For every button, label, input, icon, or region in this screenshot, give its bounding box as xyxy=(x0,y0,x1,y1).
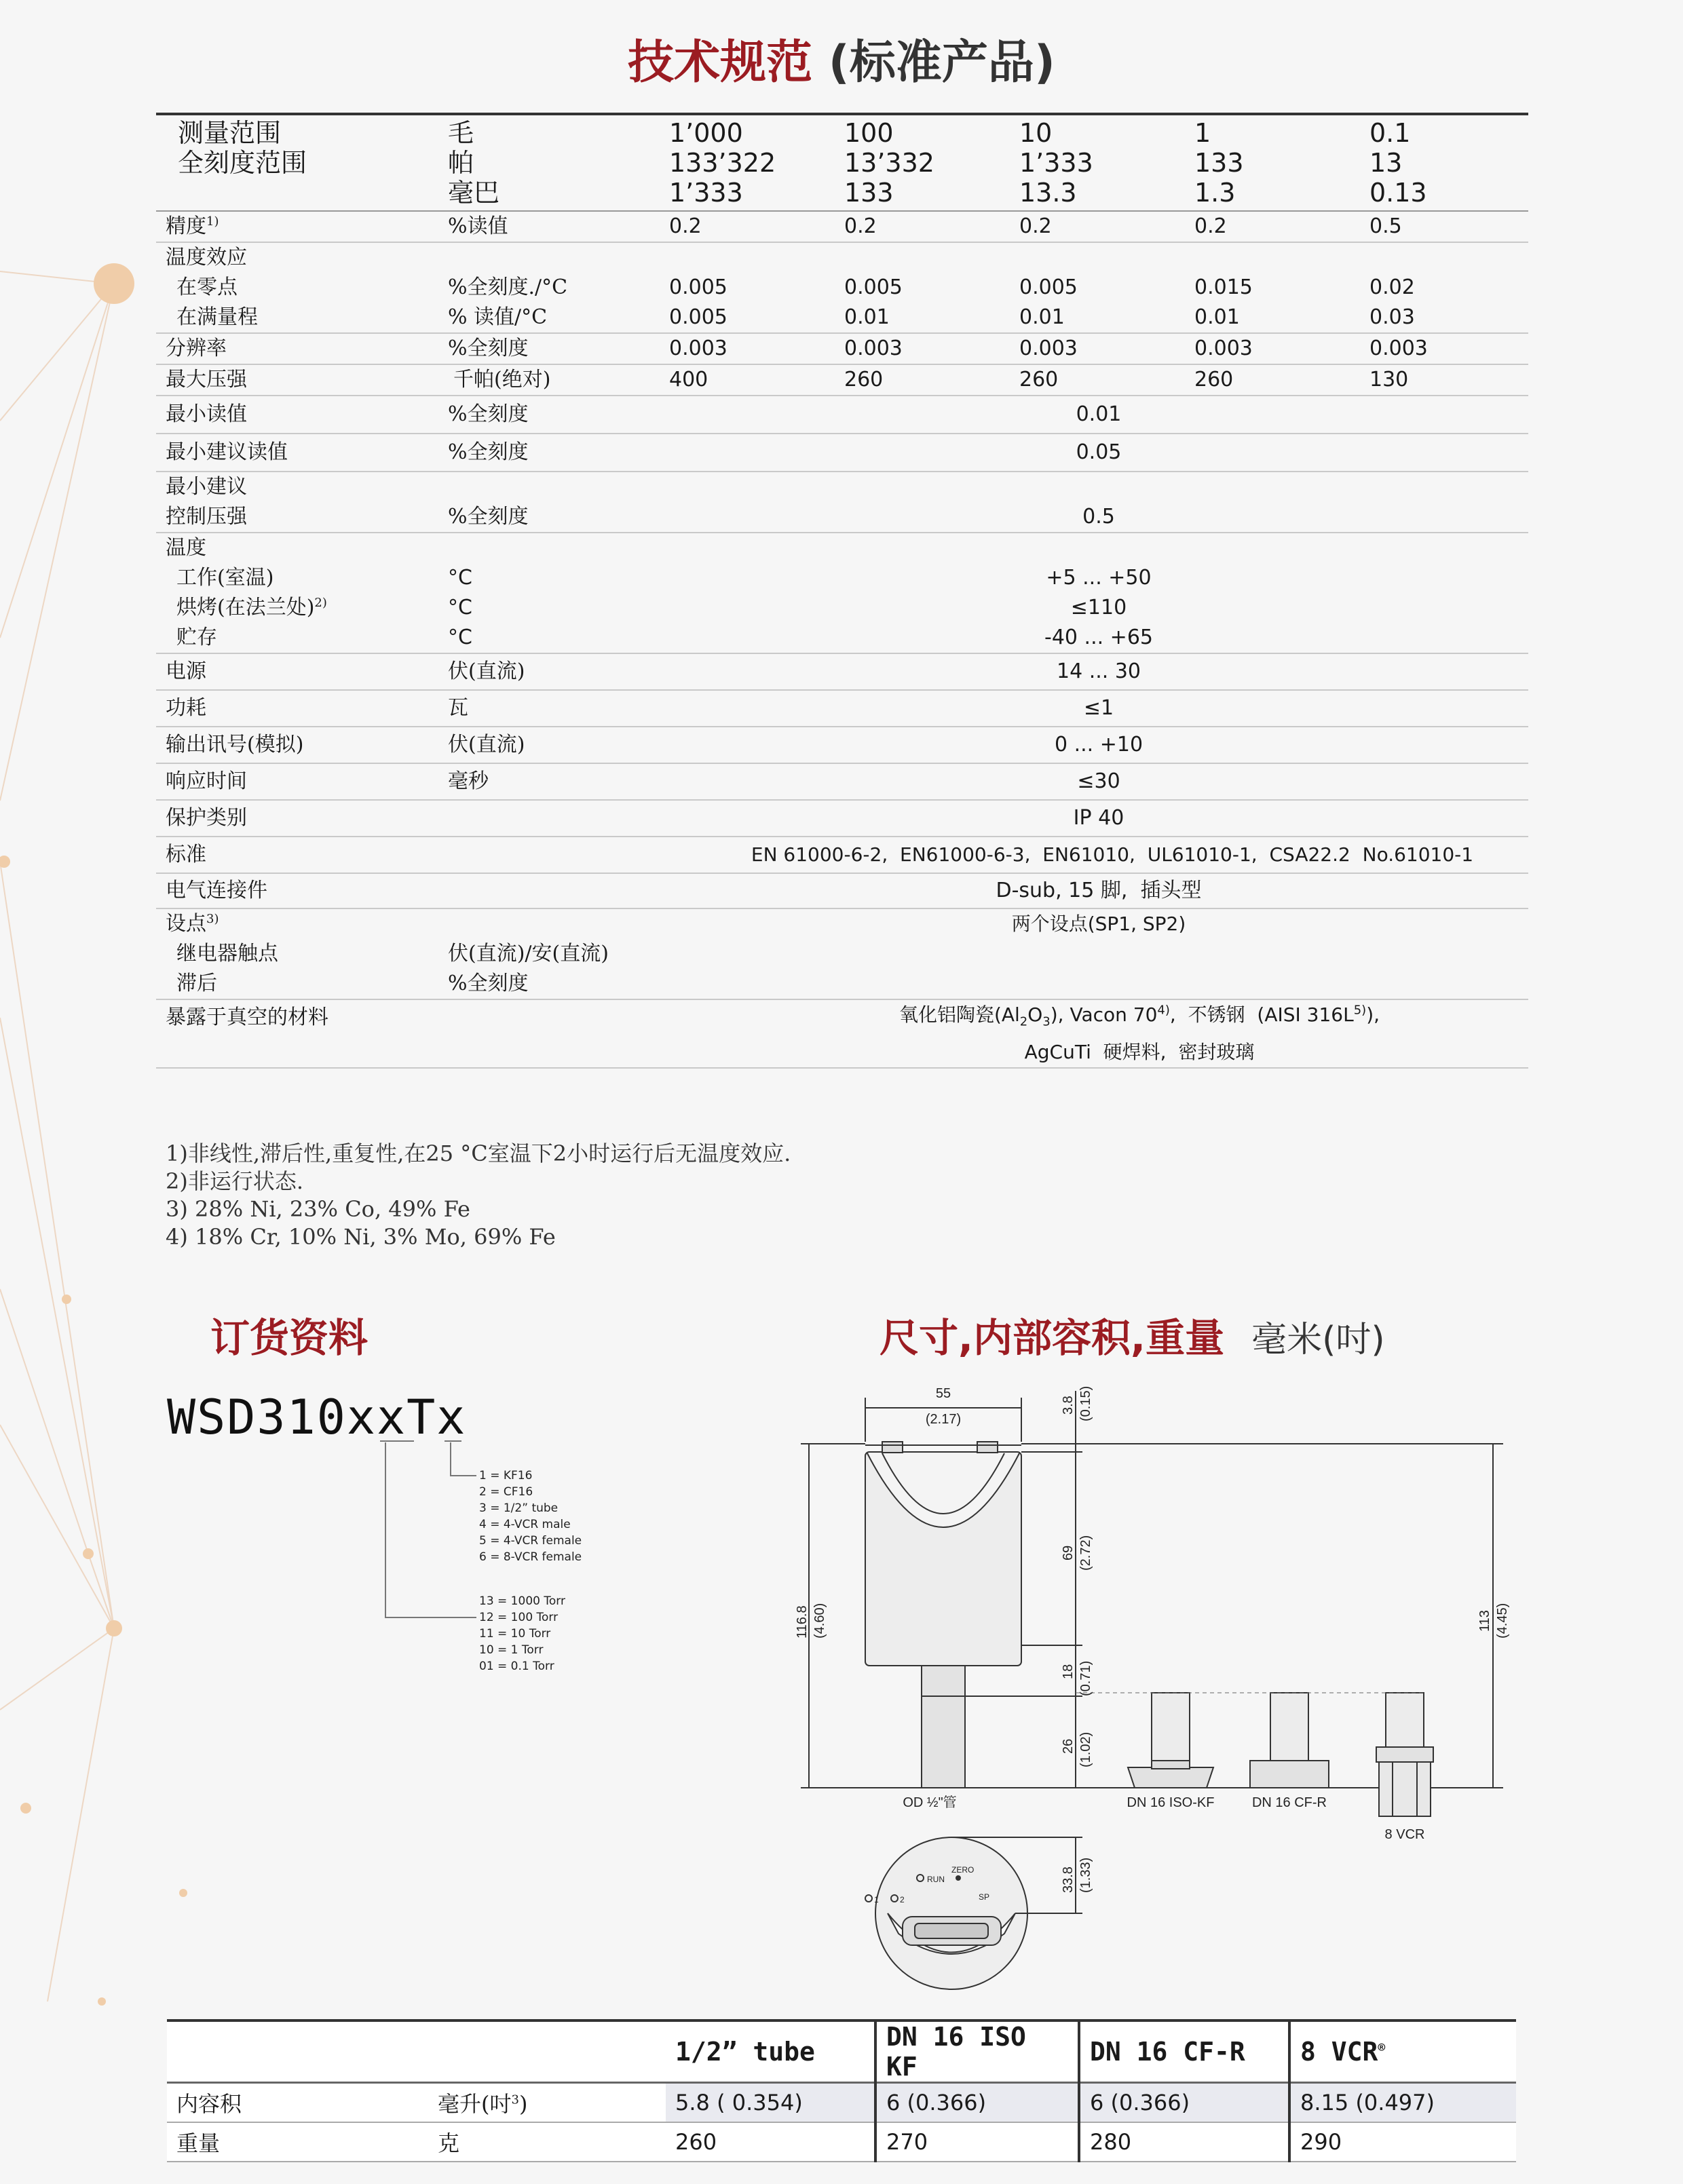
resolution-row xyxy=(156,333,1528,364)
temperature-label: 温度 xyxy=(166,536,206,560)
spec-table xyxy=(156,113,1528,1069)
protection-value: IP 40 xyxy=(1073,806,1124,830)
volume-label: 内容积 xyxy=(167,2083,428,2123)
option-item: 2 = CF16 xyxy=(479,1485,533,1499)
volume-unit: 毫升(吋 xyxy=(438,2091,512,2117)
dimensions-heading xyxy=(880,1306,1385,1363)
dim-338: 33.8 xyxy=(1061,1866,1076,1893)
materials-line-1 xyxy=(751,1000,1528,1037)
hysteresis-label: 滞后 xyxy=(176,972,217,995)
volume-table-header xyxy=(167,2020,1516,2083)
led-sp-label: SP xyxy=(979,1892,990,1902)
led-zero-label: ZERO xyxy=(951,1865,975,1875)
temp-effect-row xyxy=(156,242,1528,333)
materials-text: O xyxy=(1027,1003,1043,1026)
dim-width: 55 xyxy=(935,1386,951,1401)
operating-unit: °C xyxy=(448,566,472,590)
min-control-label-1: 最小建议 xyxy=(166,475,247,499)
materials-sub: 3 xyxy=(1042,1014,1051,1029)
span-unit: % 读值/°C xyxy=(448,305,548,329)
protection-row xyxy=(156,800,1528,837)
min-rec-reading-row xyxy=(156,434,1528,472)
fullscale-label: 全刻度范围 xyxy=(178,148,307,178)
accuracy-unit: %读值 xyxy=(448,214,508,238)
range-value: 133’322 xyxy=(669,148,776,178)
label-vcr: 8 VCR xyxy=(1384,1827,1425,1842)
min-control-value: 0.5 xyxy=(1082,505,1115,529)
zero-label: 在零点 xyxy=(176,275,238,299)
cell-value: 0.005 xyxy=(844,275,903,299)
cell-value: 260 xyxy=(666,2122,875,2162)
option-item: 01 = 0.1 Torr xyxy=(479,1660,554,1673)
dimension-drawing xyxy=(794,1377,1534,2008)
materials-row xyxy=(156,999,1528,1068)
range-value: 1’333 xyxy=(1019,148,1093,178)
weight-row xyxy=(167,2122,1516,2162)
volume-unit-end: ) xyxy=(518,2091,528,2117)
max-pressure-row xyxy=(156,364,1528,396)
cell-value: 400 xyxy=(669,368,708,391)
cell-value: 290 xyxy=(1289,2122,1516,2162)
setpoints-value: 两个设点(SP1, SP2) xyxy=(1011,913,1186,935)
standard-value: EN 61000-6-2, EN61000-6-3, EN61010, UL61010-1, CSA22.2 No.61010-1 xyxy=(751,843,1474,866)
materials-text: , 不锈钢 (AISI 316L xyxy=(1169,1003,1354,1026)
cell-value: 280 xyxy=(1079,2122,1289,2162)
response-value: ≤30 xyxy=(1077,769,1120,793)
min-rec-reading-label: 最小建议读值 xyxy=(166,440,288,464)
cell-value: 0.2 xyxy=(844,214,877,238)
volume-row xyxy=(167,2083,1516,2123)
dimensions-title: 尺寸,内部容积,重量 xyxy=(880,1315,1225,1361)
cell-value: 270 xyxy=(875,2122,1079,2162)
option-item: 12 = 100 Torr xyxy=(479,1611,559,1624)
dim-18-in: (0.71) xyxy=(1078,1660,1093,1696)
label-kf: DN 16 ISO-KF xyxy=(1127,1795,1215,1810)
range-options xyxy=(479,1593,565,1674)
cell-value: 0.01 xyxy=(844,305,890,329)
cell-value: 0.2 xyxy=(669,214,702,238)
unit-pa: 帕 xyxy=(448,148,474,178)
min-reading-label: 最小读值 xyxy=(166,402,247,426)
header-kf: DN 16 ISO KF xyxy=(875,2020,1079,2083)
led-2-label: 2 xyxy=(900,1895,905,1904)
option-item: 4 = 4-VCR male xyxy=(479,1518,571,1531)
cell-value: 0.005 xyxy=(1019,275,1078,299)
materials-sub: 2 xyxy=(1019,1014,1028,1029)
storage-unit: °C xyxy=(448,626,472,649)
min-reading-value: 0.01 xyxy=(1076,402,1122,426)
zero-unit: %全刻度./°C xyxy=(448,275,568,299)
option-item: 10 = 1 Torr xyxy=(479,1643,544,1657)
unit-torr: 毛 xyxy=(448,118,474,148)
range-value: 100 xyxy=(844,118,894,148)
range-value: 0.1 xyxy=(1369,118,1411,148)
max-pressure-label: 最大压强 xyxy=(166,368,247,391)
protection-label: 保护类别 xyxy=(166,806,247,830)
cell-value: 0.01 xyxy=(1194,305,1240,329)
range-value: 13.3 xyxy=(1019,178,1077,208)
footnote-ref: 2) xyxy=(314,596,327,610)
materials-text: 氧化铝陶瓷(Al xyxy=(899,1003,1020,1026)
option-item: 13 = 1000 Torr xyxy=(479,1594,565,1608)
footnote-ref: 4) xyxy=(1157,1003,1170,1018)
range-value: 10 xyxy=(1019,118,1053,148)
range-value: 1 xyxy=(1194,118,1211,148)
setpoints-row xyxy=(156,908,1528,999)
dimensions-unit: 毫米(吋) xyxy=(1251,1320,1385,1360)
header-vcr: 8 VCR xyxy=(1300,2037,1378,2067)
led-1-label: 1 xyxy=(874,1895,879,1904)
output-row xyxy=(156,727,1528,763)
accuracy-label: 精度 xyxy=(166,214,206,238)
output-unit: 伏(直流) xyxy=(448,733,525,756)
cell-value: 0.01 xyxy=(1019,305,1065,329)
dim-26-in: (1.02) xyxy=(1078,1731,1093,1767)
temp-effect-label: 温度效应 xyxy=(166,246,247,269)
range-value: 13 xyxy=(1369,148,1403,178)
weight-label: 重量 xyxy=(167,2122,428,2162)
range-value: 0.13 xyxy=(1369,178,1427,208)
cell-value: 6 (0.366) xyxy=(1079,2083,1289,2123)
cell-value: 0.003 xyxy=(1194,337,1253,360)
range-value: 133 xyxy=(1194,148,1244,178)
range-value: 1’333 xyxy=(669,178,743,208)
power-row xyxy=(156,653,1528,690)
min-reading-row xyxy=(156,396,1528,434)
cell-value: 0.003 xyxy=(669,337,727,360)
footnote-ref: 3) xyxy=(206,912,219,926)
cell-value: 0.5 xyxy=(1369,214,1402,238)
dim-1168-in: (4.60) xyxy=(812,1603,827,1639)
consumption-row xyxy=(156,690,1528,727)
consumption-label: 功耗 xyxy=(166,696,206,720)
range-value: 1’000 xyxy=(669,118,743,148)
cell-value: 5.8 ( 0.354) xyxy=(666,2083,875,2123)
output-value: 0 ... +10 xyxy=(1054,733,1143,756)
bakeout-label: 烘烤(在法兰处) xyxy=(176,596,315,619)
footnote-3: 3) 28% Ni, 23% Co, 49% Fe xyxy=(166,1196,470,1222)
footnote-ref: 5) xyxy=(1353,1003,1367,1018)
accuracy-row xyxy=(156,211,1528,242)
min-control-unit: %全刻度 xyxy=(448,505,529,529)
storage-label: 贮存 xyxy=(176,626,217,649)
min-rec-reading-value: 0.05 xyxy=(1076,440,1122,464)
page-title xyxy=(0,26,1683,92)
ordering-heading: 订货资料 xyxy=(210,1315,368,1361)
min-rec-reading-unit: %全刻度 xyxy=(448,440,529,464)
volume-unit-sup: 3 xyxy=(511,2092,519,2107)
materials-text: ), Vacon 70 xyxy=(1050,1003,1158,1026)
cell-value: 260 xyxy=(844,368,884,391)
cell-value: 130 xyxy=(1369,368,1409,391)
cell-value: 0.003 xyxy=(1019,337,1078,360)
label-cf: DN 16 CF-R xyxy=(1251,1795,1327,1810)
dim-18: 18 xyxy=(1061,1664,1076,1679)
connector-label: 电气连接件 xyxy=(166,879,267,902)
materials-text: ), xyxy=(1366,1003,1380,1026)
setpoints-label: 设点 xyxy=(166,912,206,936)
dim-338-in: (1.33) xyxy=(1078,1857,1093,1893)
option-item: 11 = 10 Torr xyxy=(479,1627,551,1641)
range-value: 133 xyxy=(844,178,894,208)
title-main: 技术规范 xyxy=(628,36,813,90)
range-value: 1.3 xyxy=(1194,178,1236,208)
cell-value: 6 (0.366) xyxy=(875,2083,1079,2123)
dim-1168: 116.8 xyxy=(795,1605,810,1639)
dim-38-in: (0.15) xyxy=(1078,1385,1093,1421)
operating-label: 工作(室温) xyxy=(176,566,274,590)
cell-value: 0.2 xyxy=(1019,214,1052,238)
output-label: 输出讯号(模拟) xyxy=(166,733,304,756)
storage-value: -40 ... +65 xyxy=(1044,626,1153,649)
range-header-row xyxy=(156,114,1528,211)
range-label: 测量范围 xyxy=(178,118,282,148)
connector-value: D-sub, 15 脚, 插头型 xyxy=(996,879,1202,902)
min-reading-unit: %全刻度 xyxy=(448,402,529,426)
materials-label: 暴露于真空的材料 xyxy=(166,1005,328,1029)
dim-26: 26 xyxy=(1061,1738,1076,1754)
power-unit: 伏(直流) xyxy=(448,659,525,683)
footnote-1: 1)非线性,滞后性,重复性,在25 °C室温下2小时运行后无温度效应. xyxy=(166,1141,791,1166)
label-tube: OD ½"管 xyxy=(903,1795,957,1810)
header-tube: 1/2” tube xyxy=(666,2020,875,2083)
cell-value: 0.03 xyxy=(1369,305,1415,329)
led-run-label: RUN xyxy=(927,1875,945,1884)
footnote-4: 4) 18% Cr, 10% Ni, 3% Mo, 69% Fe xyxy=(166,1224,556,1250)
option-item: 1 = KF16 xyxy=(479,1469,533,1482)
dim-69: 69 xyxy=(1061,1545,1076,1560)
dim-38: 3.8 xyxy=(1061,1396,1076,1415)
dim-width-in: (2.17) xyxy=(925,1412,962,1427)
relay-label: 继电器触点 xyxy=(176,942,278,965)
dim-113: 113 xyxy=(1477,1610,1492,1632)
response-label: 响应时间 xyxy=(166,769,247,793)
hysteresis-unit: %全刻度 xyxy=(448,972,529,995)
footnote-ref: 1) xyxy=(206,214,219,229)
option-item: 6 = 8-VCR female xyxy=(479,1550,582,1564)
consumption-unit: 瓦 xyxy=(448,696,468,720)
cell-value: 0.2 xyxy=(1194,214,1227,238)
min-control-row xyxy=(156,472,1528,533)
resolution-unit: %全刻度 xyxy=(448,337,529,360)
span-label: 在满量程 xyxy=(176,305,258,329)
footnotes xyxy=(166,1140,791,1251)
cell-value: 0.003 xyxy=(1369,337,1428,360)
max-pressure-unit: 千帕(绝对) xyxy=(453,368,551,391)
range-value: 13’332 xyxy=(844,148,934,178)
power-label: 电源 xyxy=(166,659,206,683)
option-item: 3 = 1/2” tube xyxy=(479,1501,559,1515)
temperature-row xyxy=(156,533,1528,653)
cell-value: 0.003 xyxy=(844,337,903,360)
resolution-label: 分辨率 xyxy=(166,337,227,360)
standard-label: 标准 xyxy=(166,843,206,866)
cell-value: 0.005 xyxy=(669,305,727,329)
header-cf: DN 16 CF-R xyxy=(1079,2020,1289,2083)
min-control-label-2: 控制压强 xyxy=(166,505,247,529)
dim-113-in: (4.45) xyxy=(1495,1603,1510,1639)
bakeout-value: ≤110 xyxy=(1070,596,1127,619)
power-value: 14 ... 30 xyxy=(1056,659,1141,683)
cell-value: 8.15 (0.497) xyxy=(1289,2083,1516,2123)
standard-row xyxy=(156,837,1528,873)
bakeout-unit: °C xyxy=(448,596,472,619)
unit-mbar: 毫巴 xyxy=(448,178,500,208)
operating-value: +5 ... +50 xyxy=(1046,566,1152,590)
model-code: WSD310xxTx xyxy=(167,1390,467,1445)
connector-row xyxy=(156,873,1528,908)
cell-value: 0.02 xyxy=(1369,275,1415,299)
flange-options xyxy=(479,1468,582,1565)
response-row xyxy=(156,763,1528,800)
cell-value: 0.015 xyxy=(1194,275,1253,299)
materials-line-2: AgCuTi 硬焊料, 密封玻璃 xyxy=(1024,1040,1255,1063)
relay-unit: 伏(直流)/安(直流) xyxy=(448,942,609,965)
dim-69-in: (2.72) xyxy=(1078,1535,1093,1571)
cell-value: 0.005 xyxy=(669,275,727,299)
cell-value: 260 xyxy=(1019,368,1059,391)
registered-mark: ® xyxy=(1378,2040,1386,2055)
response-unit: 毫秒 xyxy=(448,769,489,793)
consumption-value: ≤1 xyxy=(1083,696,1114,720)
footnote-2: 2)非运行状态. xyxy=(166,1168,304,1194)
cell-value: 260 xyxy=(1194,368,1234,391)
weight-unit: 克 xyxy=(428,2122,666,2162)
title-sub: (标准产品) xyxy=(828,36,1055,90)
volume-weight-table xyxy=(167,2019,1516,2162)
option-item: 5 = 4-VCR female xyxy=(479,1534,582,1548)
